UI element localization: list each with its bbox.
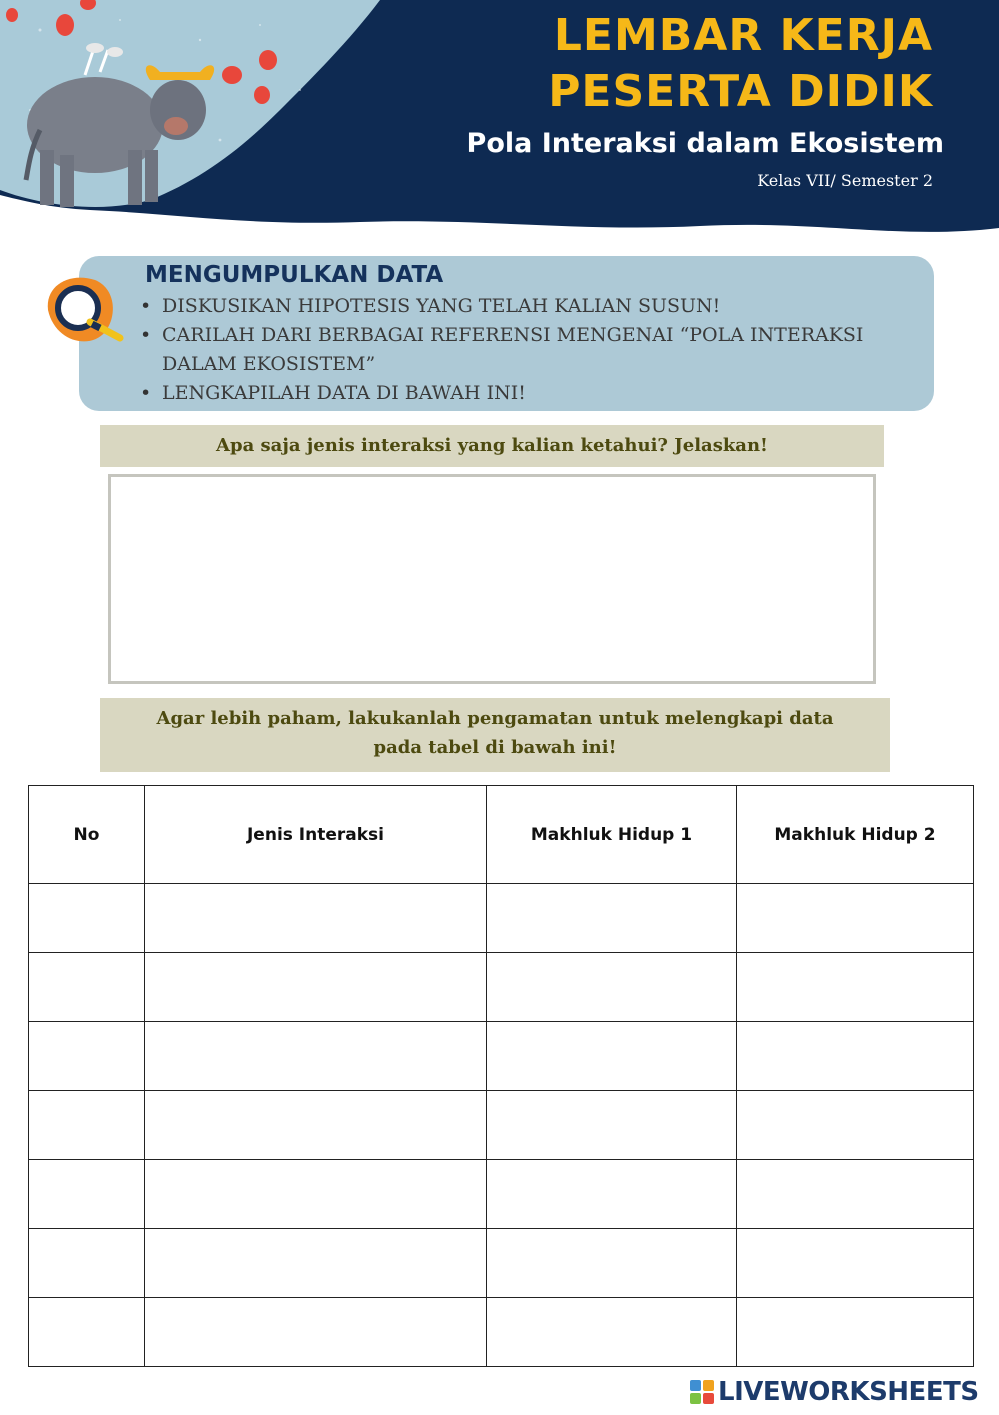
table-cell-input[interactable] <box>737 1022 974 1091</box>
instruction-banner <box>100 698 890 772</box>
table-row <box>29 1091 974 1160</box>
table-cell-input[interactable] <box>145 1091 487 1160</box>
table-cell-input[interactable] <box>487 1091 737 1160</box>
table-header-row <box>29 786 974 884</box>
collect-data-title: MENGUMPULKAN DATA <box>145 262 444 288</box>
liveworksheets-logo-icon <box>690 1380 714 1404</box>
table-cell-input[interactable] <box>737 1160 974 1229</box>
table-row <box>29 884 974 953</box>
table-row <box>29 1229 974 1298</box>
table-cell-input[interactable] <box>29 884 145 953</box>
table-cell-input[interactable] <box>487 1229 737 1298</box>
liveworksheets-logo-text: LIVEWORKSHEETS <box>718 1377 979 1407</box>
list-item: • LENGKAPILAH DATA DI BAWAH INI! <box>138 379 928 408</box>
column-header-no: No <box>29 786 145 884</box>
table-row <box>29 1298 974 1367</box>
instruction-line1: Agar lebih paham, lakukanlah pengamatan untuk melengkapi data <box>156 708 834 729</box>
table-cell-input[interactable] <box>145 1229 487 1298</box>
table-cell-input[interactable] <box>737 884 974 953</box>
table-cell-input[interactable] <box>29 1160 145 1229</box>
table-cell-input[interactable] <box>145 884 487 953</box>
question-banner: Apa saja jenis interaksi yang kalian ketahui? Jelaskan! <box>100 425 884 467</box>
column-header-jenis-interaksi: Jenis Interaksi <box>145 786 487 884</box>
table-cell-input[interactable] <box>487 1298 737 1367</box>
table-cell-input[interactable] <box>737 1091 974 1160</box>
worksheet-title-line1: LEMBAR KERJA <box>553 10 933 61</box>
worksheet-subtitle: Pola Interaksi dalam Ekosistem <box>466 128 944 159</box>
table-cell-input[interactable] <box>29 1091 145 1160</box>
table-cell-input[interactable] <box>737 1229 974 1298</box>
table-cell-input[interactable] <box>29 1229 145 1298</box>
table-cell-input[interactable] <box>145 1160 487 1229</box>
table-cell-input[interactable] <box>29 953 145 1022</box>
column-header-makhluk-hidup-1: Makhluk Hidup 1 <box>487 786 737 884</box>
column-header-makhluk-hidup-2: Makhluk Hidup 2 <box>737 786 974 884</box>
worksheet-title-line2: PESERTA DIDIK <box>548 66 933 117</box>
table-cell-input[interactable] <box>145 1298 487 1367</box>
list-item: • DISKUSIKAN HIPOTESIS YANG TELAH KALIAN SUSUN! <box>138 292 928 321</box>
table-cell-input[interactable] <box>29 1298 145 1367</box>
table-cell-input[interactable] <box>487 953 737 1022</box>
table-cell-input[interactable] <box>487 1160 737 1229</box>
table-cell-input[interactable] <box>145 953 487 1022</box>
instruction-line2: pada tabel di bawah ini! <box>373 737 617 758</box>
liveworksheets-logo <box>690 1375 979 1409</box>
table-cell-input[interactable] <box>737 953 974 1022</box>
table-cell-input[interactable] <box>145 1022 487 1091</box>
list-item: • CARILAH DARI BERBAGAI REFERENSI MENGENAI “POLA INTERAKSI DALAM EKOSISTEM” <box>138 321 928 379</box>
magnifier-icon <box>40 270 140 350</box>
collect-data-list <box>138 292 928 408</box>
table-cell-input[interactable] <box>737 1298 974 1367</box>
table-row <box>29 953 974 1022</box>
table-cell-input[interactable] <box>29 1022 145 1091</box>
observation-table <box>28 785 974 1367</box>
answer-textbox[interactable] <box>108 474 876 684</box>
table-row <box>29 1160 974 1229</box>
table-row <box>29 1022 974 1091</box>
table-cell-input[interactable] <box>487 1022 737 1091</box>
table-cell-input[interactable] <box>487 884 737 953</box>
class-info: Kelas VII/ Semester 2 <box>757 171 933 190</box>
